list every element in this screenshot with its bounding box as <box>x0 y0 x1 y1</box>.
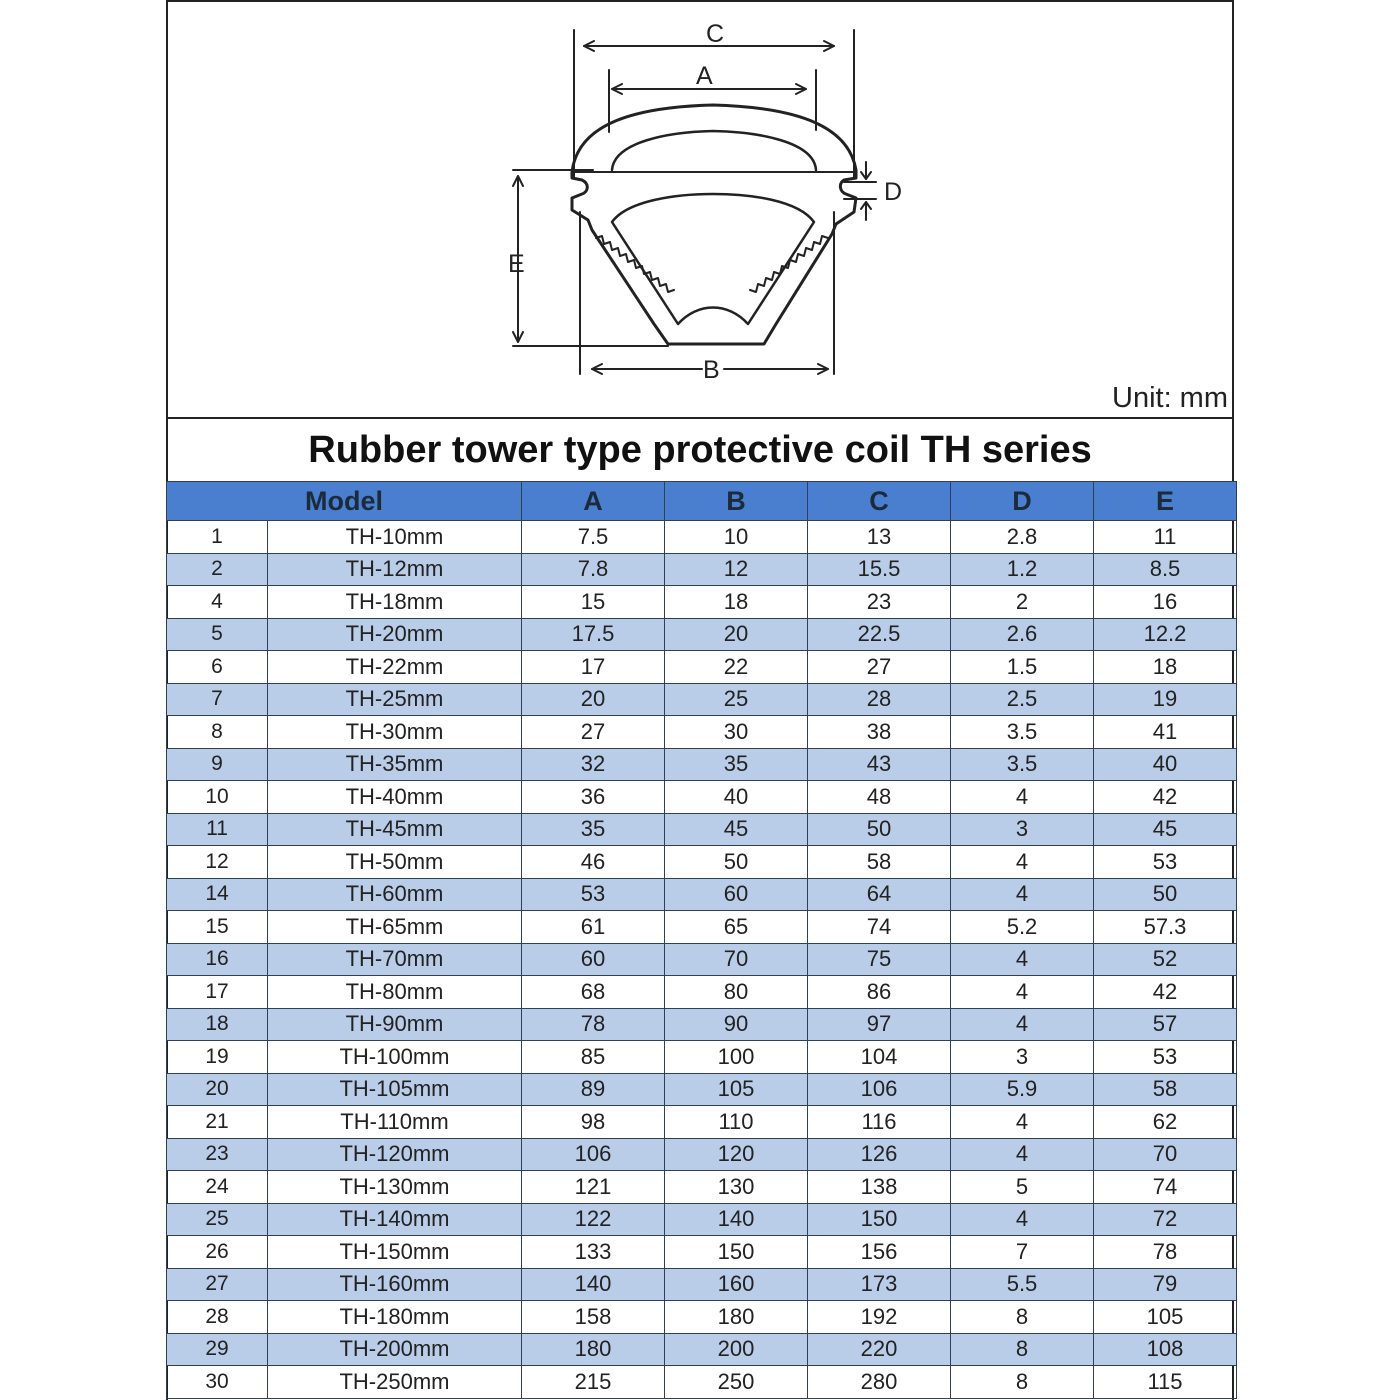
table-row <box>167 618 1237 651</box>
dim-d-cell: 8 <box>951 1366 1094 1399</box>
table-row <box>167 846 1237 879</box>
row-number-cell: 19 <box>167 1041 268 1074</box>
table-row <box>167 1138 1237 1171</box>
dim-b-cell: 80 <box>665 976 808 1009</box>
dim-d-cell: 2.6 <box>951 618 1094 651</box>
dim-d-cell: 5 <box>951 1171 1094 1204</box>
dim-b-cell: 22 <box>665 651 808 684</box>
dim-e-cell: 42 <box>1094 781 1237 814</box>
dim-a-cell: 158 <box>522 1301 665 1334</box>
dim-e-cell: 52 <box>1094 943 1237 976</box>
dim-a-cell: 121 <box>522 1171 665 1204</box>
dim-d-cell: 4 <box>951 1008 1094 1041</box>
row-number-cell: 30 <box>167 1366 268 1399</box>
dim-e-cell: 74 <box>1094 1171 1237 1204</box>
dim-c-cell: 50 <box>808 813 951 846</box>
header-a: A <box>522 482 665 521</box>
dim-c-cell: 97 <box>808 1008 951 1041</box>
model-cell: TH-20mm <box>268 618 522 651</box>
row-number-cell: 20 <box>167 1073 268 1106</box>
dim-e-cell: 79 <box>1094 1268 1237 1301</box>
grommet-cross-section-diagram <box>168 2 1232 417</box>
dim-c-cell: 150 <box>808 1203 951 1236</box>
dim-d-cell: 4 <box>951 976 1094 1009</box>
model-cell: TH-200mm <box>268 1333 522 1366</box>
model-cell: TH-80mm <box>268 976 522 1009</box>
table-title: Rubber tower type protective coil TH series <box>308 429 1092 471</box>
serrated-edge-right <box>750 236 828 292</box>
dim-d-cell: 4 <box>951 846 1094 879</box>
model-cell: TH-45mm <box>268 813 522 846</box>
dim-e-cell: 108 <box>1094 1333 1237 1366</box>
serrated-edge-left <box>596 236 674 292</box>
dim-b-cell: 25 <box>665 683 808 716</box>
dim-a-cell: 180 <box>522 1333 665 1366</box>
dim-e-cell: 70 <box>1094 1138 1237 1171</box>
header-c: C <box>808 482 951 521</box>
row-number-cell: 11 <box>167 813 268 846</box>
dim-b-cell: 45 <box>665 813 808 846</box>
model-cell: TH-18mm <box>268 586 522 619</box>
model-cell: TH-50mm <box>268 846 522 879</box>
dim-e-cell: 57.3 <box>1094 911 1237 944</box>
dim-a-cell: 20 <box>522 683 665 716</box>
dim-c-cell: 138 <box>808 1171 951 1204</box>
dim-b-cell: 120 <box>665 1138 808 1171</box>
dim-a-cell: 7.5 <box>522 521 665 554</box>
model-cell: TH-70mm <box>268 943 522 976</box>
dim-c-cell: 48 <box>808 781 951 814</box>
spec-sheet <box>166 0 1234 1400</box>
dim-b-cell: 180 <box>665 1301 808 1334</box>
dim-e-cell: 72 <box>1094 1203 1237 1236</box>
dim-d-cell: 2 <box>951 586 1094 619</box>
dim-b-cell: 60 <box>665 878 808 911</box>
model-cell: TH-25mm <box>268 683 522 716</box>
dim-b-cell: 65 <box>665 911 808 944</box>
row-number-cell: 26 <box>167 1236 268 1269</box>
dim-e-cell: 8.5 <box>1094 553 1237 586</box>
model-cell: TH-12mm <box>268 553 522 586</box>
dim-c-cell: 23 <box>808 586 951 619</box>
dim-a-cell: 78 <box>522 1008 665 1041</box>
dim-d-cell: 4 <box>951 1138 1094 1171</box>
dim-e-cell: 115 <box>1094 1366 1237 1399</box>
dim-e-cell: 78 <box>1094 1236 1237 1269</box>
dim-d-cell: 3 <box>951 1041 1094 1074</box>
row-number-cell: 9 <box>167 748 268 781</box>
dim-c-cell: 38 <box>808 716 951 749</box>
dim-e-cell: 58 <box>1094 1073 1237 1106</box>
table-row <box>167 1268 1237 1301</box>
dim-e-cell: 11 <box>1094 521 1237 554</box>
table-row <box>167 1171 1237 1204</box>
dim-c-cell: 43 <box>808 748 951 781</box>
row-number-cell: 17 <box>167 976 268 1009</box>
row-number-cell: 29 <box>167 1333 268 1366</box>
table-row <box>167 1008 1237 1041</box>
row-number-cell: 25 <box>167 1203 268 1236</box>
row-number-cell: 18 <box>167 1008 268 1041</box>
dim-c-cell: 75 <box>808 943 951 976</box>
grommet-inner-cavity <box>612 131 816 170</box>
table-row <box>167 1333 1237 1366</box>
spec-table-body <box>167 521 1237 1399</box>
dim-d-cell: 2.8 <box>951 521 1094 554</box>
row-number-cell: 23 <box>167 1138 268 1171</box>
table-row <box>167 1301 1237 1334</box>
dim-b-cell: 105 <box>665 1073 808 1106</box>
dim-a-cell: 122 <box>522 1203 665 1236</box>
row-number-cell: 24 <box>167 1171 268 1204</box>
dim-c-cell: 27 <box>808 651 951 684</box>
dim-c-cell: 280 <box>808 1366 951 1399</box>
table-row <box>167 1106 1237 1139</box>
row-number-cell: 1 <box>167 521 268 554</box>
dim-c-cell: 220 <box>808 1333 951 1366</box>
row-number-cell: 21 <box>167 1106 268 1139</box>
dim-b-cell: 35 <box>665 748 808 781</box>
dim-e-cell: 19 <box>1094 683 1237 716</box>
dim-d-cell: 4 <box>951 1203 1094 1236</box>
row-number-cell: 16 <box>167 943 268 976</box>
dim-e-cell: 57 <box>1094 1008 1237 1041</box>
model-cell: TH-140mm <box>268 1203 522 1236</box>
table-row <box>167 911 1237 944</box>
dim-d-cell: 3.5 <box>951 716 1094 749</box>
dim-c-cell: 116 <box>808 1106 951 1139</box>
dim-b-cell: 30 <box>665 716 808 749</box>
dim-e-cell: 40 <box>1094 748 1237 781</box>
dim-a-cell: 68 <box>522 976 665 1009</box>
dim-e-cell: 41 <box>1094 716 1237 749</box>
model-cell: TH-90mm <box>268 1008 522 1041</box>
dim-a-cell: 60 <box>522 943 665 976</box>
dim-a-cell: 106 <box>522 1138 665 1171</box>
dim-d-cell: 2.5 <box>951 683 1094 716</box>
dim-d-cell: 5.5 <box>951 1268 1094 1301</box>
table-row <box>167 716 1237 749</box>
dim-a-cell: 17.5 <box>522 618 665 651</box>
dim-a-cell: 27 <box>522 716 665 749</box>
model-cell: TH-65mm <box>268 911 522 944</box>
dim-e-cell: 45 <box>1094 813 1237 846</box>
label-a: A <box>696 62 713 90</box>
model-cell: TH-160mm <box>268 1268 522 1301</box>
model-cell: TH-105mm <box>268 1073 522 1106</box>
row-number-cell: 28 <box>167 1301 268 1334</box>
dim-c-cell: 58 <box>808 846 951 879</box>
table-row <box>167 1041 1237 1074</box>
dim-a-cell: 85 <box>522 1041 665 1074</box>
dim-a-cell: 7.8 <box>522 553 665 586</box>
dim-b-cell: 70 <box>665 943 808 976</box>
header-d: D <box>951 482 1094 521</box>
table-row <box>167 651 1237 684</box>
header-model: Model <box>167 482 522 521</box>
dim-b-cell: 50 <box>665 846 808 879</box>
dim-b-cell: 140 <box>665 1203 808 1236</box>
dim-a-cell: 89 <box>522 1073 665 1106</box>
dim-c-cell: 74 <box>808 911 951 944</box>
row-number-cell: 27 <box>167 1268 268 1301</box>
table-row <box>167 878 1237 911</box>
table-row <box>167 521 1237 554</box>
model-cell: TH-110mm <box>268 1106 522 1139</box>
dim-c-cell: 156 <box>808 1236 951 1269</box>
dim-c-cell: 22.5 <box>808 618 951 651</box>
dim-d-cell: 4 <box>951 943 1094 976</box>
model-cell: TH-30mm <box>268 716 522 749</box>
dim-d-cell: 4 <box>951 781 1094 814</box>
dim-a-cell: 140 <box>522 1268 665 1301</box>
model-cell: TH-130mm <box>268 1171 522 1204</box>
row-number-cell: 5 <box>167 618 268 651</box>
dim-b-cell: 20 <box>665 618 808 651</box>
table-row <box>167 1366 1237 1399</box>
dim-c-cell: 64 <box>808 878 951 911</box>
table-row <box>167 943 1237 976</box>
dim-a-cell: 215 <box>522 1366 665 1399</box>
dim-d-cell: 4 <box>951 878 1094 911</box>
dim-a-cell: 46 <box>522 846 665 879</box>
dim-b-cell: 12 <box>665 553 808 586</box>
label-e: E <box>508 250 525 278</box>
model-cell: TH-40mm <box>268 781 522 814</box>
dim-a-cell: 133 <box>522 1236 665 1269</box>
table-row <box>167 813 1237 846</box>
dim-e-cell: 18 <box>1094 651 1237 684</box>
dim-c-cell: 126 <box>808 1138 951 1171</box>
dim-e-cell: 105 <box>1094 1301 1237 1334</box>
dim-b-cell: 150 <box>665 1236 808 1269</box>
table-row <box>167 683 1237 716</box>
dim-c-cell: 173 <box>808 1268 951 1301</box>
label-d: D <box>884 178 903 206</box>
dim-b-cell: 160 <box>665 1268 808 1301</box>
dim-b-cell: 18 <box>665 586 808 619</box>
dim-a-cell: 53 <box>522 878 665 911</box>
row-number-cell: 4 <box>167 586 268 619</box>
dim-c-cell: 86 <box>808 976 951 1009</box>
table-row <box>167 976 1237 1009</box>
dim-a-cell: 17 <box>522 651 665 684</box>
table-row <box>167 781 1237 814</box>
dim-c-cell: 104 <box>808 1041 951 1074</box>
dim-e-cell: 12.2 <box>1094 618 1237 651</box>
row-number-cell: 14 <box>167 878 268 911</box>
unit-note: Unit: mm <box>1112 382 1228 414</box>
model-cell: TH-120mm <box>268 1138 522 1171</box>
header-e: E <box>1094 482 1237 521</box>
row-number-cell: 15 <box>167 911 268 944</box>
dim-b-cell: 90 <box>665 1008 808 1041</box>
dim-c-cell: 106 <box>808 1073 951 1106</box>
dim-a-cell: 32 <box>522 748 665 781</box>
dim-e-cell: 62 <box>1094 1106 1237 1139</box>
dim-e-cell: 16 <box>1094 586 1237 619</box>
spec-table <box>166 481 1237 1399</box>
dim-d-cell: 1.5 <box>951 651 1094 684</box>
dim-a-cell: 36 <box>522 781 665 814</box>
dim-d-cell: 1.2 <box>951 553 1094 586</box>
dim-b-cell: 110 <box>665 1106 808 1139</box>
row-number-cell: 7 <box>167 683 268 716</box>
row-number-cell: 6 <box>167 651 268 684</box>
dimension-arrows <box>513 41 871 374</box>
table-row <box>167 748 1237 781</box>
model-cell: TH-22mm <box>268 651 522 684</box>
dim-d-cell: 8 <box>951 1301 1094 1334</box>
dim-b-cell: 40 <box>665 781 808 814</box>
table-row <box>167 586 1237 619</box>
table-header-row <box>167 482 1237 521</box>
row-number-cell: 12 <box>167 846 268 879</box>
dim-e-cell: 50 <box>1094 878 1237 911</box>
row-number-cell: 10 <box>167 781 268 814</box>
dim-a-cell: 98 <box>522 1106 665 1139</box>
dim-d-cell: 5.9 <box>951 1073 1094 1106</box>
label-c: C <box>706 20 725 48</box>
row-number-cell: 2 <box>167 553 268 586</box>
dim-d-cell: 5.2 <box>951 911 1094 944</box>
dim-c-cell: 28 <box>808 683 951 716</box>
table-row <box>167 1073 1237 1106</box>
model-cell: TH-60mm <box>268 878 522 911</box>
dim-c-cell: 192 <box>808 1301 951 1334</box>
row-number-cell: 8 <box>167 716 268 749</box>
diagram-panel <box>168 0 1232 419</box>
dim-b-cell: 130 <box>665 1171 808 1204</box>
dim-d-cell: 3 <box>951 813 1094 846</box>
model-cell: TH-100mm <box>268 1041 522 1074</box>
dim-e-cell: 53 <box>1094 1041 1237 1074</box>
model-cell: TH-250mm <box>268 1366 522 1399</box>
header-b: B <box>665 482 808 521</box>
dim-d-cell: 3.5 <box>951 748 1094 781</box>
table-row <box>167 553 1237 586</box>
dim-d-cell: 4 <box>951 1106 1094 1139</box>
dim-b-cell: 250 <box>665 1366 808 1399</box>
dim-b-cell: 100 <box>665 1041 808 1074</box>
model-cell: TH-180mm <box>268 1301 522 1334</box>
dim-a-cell: 35 <box>522 813 665 846</box>
dim-a-cell: 61 <box>522 911 665 944</box>
dim-b-cell: 200 <box>665 1333 808 1366</box>
label-b: B <box>703 356 720 384</box>
dim-d-cell: 8 <box>951 1333 1094 1366</box>
dim-a-cell: 15 <box>522 586 665 619</box>
dim-b-cell: 10 <box>665 521 808 554</box>
model-cell: TH-10mm <box>268 521 522 554</box>
dim-e-cell: 42 <box>1094 976 1237 1009</box>
model-cell: TH-35mm <box>268 748 522 781</box>
dim-e-cell: 53 <box>1094 846 1237 879</box>
table-row <box>167 1236 1237 1269</box>
model-cell: TH-150mm <box>268 1236 522 1269</box>
table-row <box>167 1203 1237 1236</box>
dim-d-cell: 7 <box>951 1236 1094 1269</box>
dim-c-cell: 15.5 <box>808 553 951 586</box>
dim-c-cell: 13 <box>808 521 951 554</box>
